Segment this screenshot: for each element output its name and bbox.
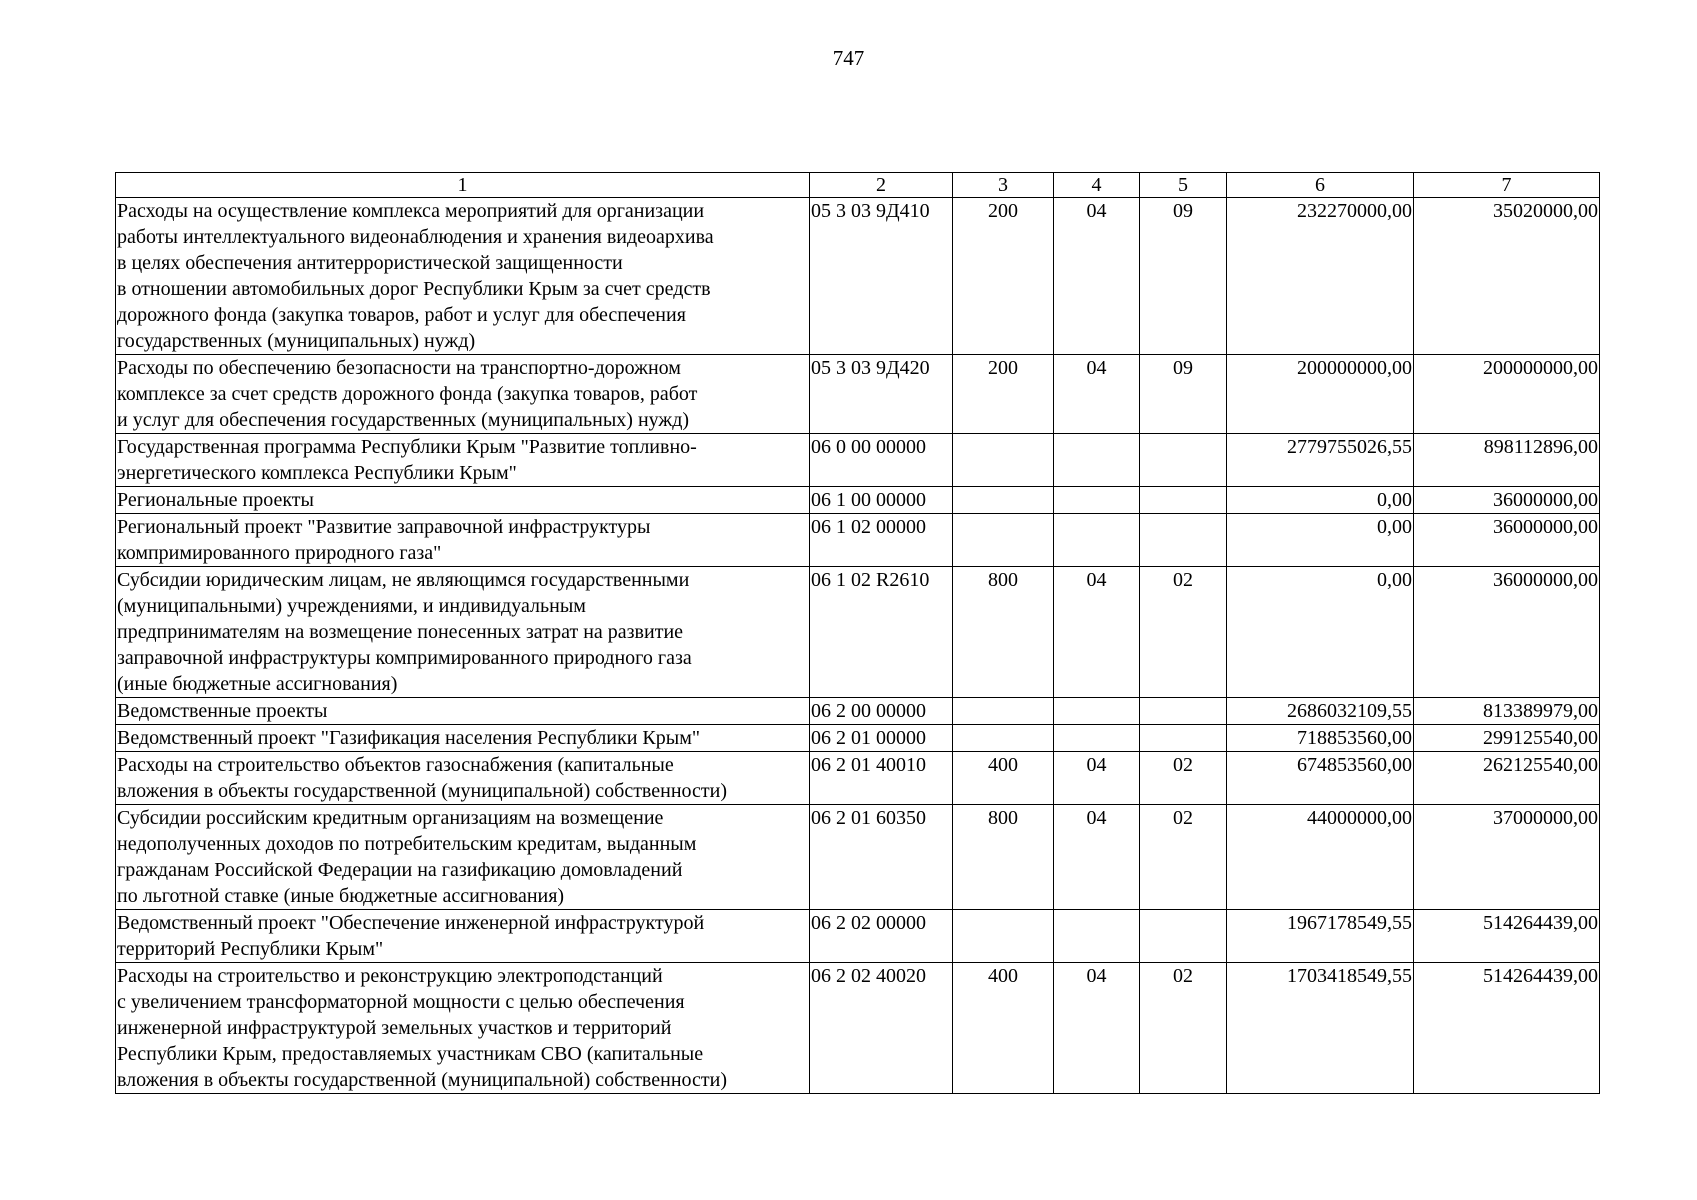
expense-description: Субсидии российским кредитным организациям на возмещение недополученных доходов по потребительским кредитам, выданным гражданам Российской Федерации на газификацию домовладений по льготной ставке (иные бюджетные ассигнования) — [116, 805, 810, 910]
section-code — [1054, 698, 1140, 725]
section-code: 04 — [1054, 198, 1140, 355]
table-header-row — [116, 173, 1600, 198]
column-header: 2 — [810, 173, 953, 198]
section-code — [1054, 434, 1140, 487]
section-code: 04 — [1054, 752, 1140, 805]
amount-col-7: 36000000,00 — [1414, 487, 1600, 514]
subsection-code: 02 — [1140, 963, 1227, 1094]
table-row — [116, 963, 1600, 1094]
subsection-code: 02 — [1140, 805, 1227, 910]
amount-col-6: 232270000,00 — [1227, 198, 1414, 355]
subsection-code — [1140, 487, 1227, 514]
section-code: 04 — [1054, 567, 1140, 698]
amount-col-7: 200000000,00 — [1414, 355, 1600, 434]
expense-type-code — [953, 910, 1054, 963]
subsection-code — [1140, 434, 1227, 487]
amount-col-6: 674853560,00 — [1227, 752, 1414, 805]
subsection-code: 02 — [1140, 567, 1227, 698]
column-header: 3 — [953, 173, 1054, 198]
classification-code: 05 3 03 9Д420 — [810, 355, 953, 434]
table-row — [116, 514, 1600, 567]
expense-description: Ведомственные проекты — [116, 698, 810, 725]
table-row — [116, 567, 1600, 698]
expense-type-code — [953, 725, 1054, 752]
subsection-code — [1140, 514, 1227, 567]
page-number: 747 — [832, 46, 865, 70]
classification-code: 06 2 00 00000 — [810, 698, 953, 725]
amount-col-7: 35020000,00 — [1414, 198, 1600, 355]
classification-code: 06 2 01 60350 — [810, 805, 953, 910]
column-header: 1 — [116, 173, 810, 198]
expense-type-code: 200 — [953, 355, 1054, 434]
classification-code: 06 2 01 40010 — [810, 752, 953, 805]
column-header: 6 — [1227, 173, 1414, 198]
expense-type-code: 800 — [953, 805, 1054, 910]
amount-col-7: 514264439,00 — [1414, 963, 1600, 1094]
amount-col-6: 1703418549,55 — [1227, 963, 1414, 1094]
subsection-code: 02 — [1140, 752, 1227, 805]
classification-code: 06 2 01 00000 — [810, 725, 953, 752]
amount-col-7: 299125540,00 — [1414, 725, 1600, 752]
amount-col-6: 44000000,00 — [1227, 805, 1414, 910]
section-code — [1054, 514, 1140, 567]
amount-col-7: 514264439,00 — [1414, 910, 1600, 963]
amount-col-6: 718853560,00 — [1227, 725, 1414, 752]
expense-description: Региональные проекты — [116, 487, 810, 514]
section-code: 04 — [1054, 355, 1140, 434]
amount-col-6: 2686032109,55 — [1227, 698, 1414, 725]
table-row — [116, 198, 1600, 355]
section-code — [1054, 910, 1140, 963]
expense-description: Государственная программа Республики Крым "Развитие топливно- энергетического комплекса Республики Крым" — [116, 434, 810, 487]
amount-col-7: 898112896,00 — [1414, 434, 1600, 487]
amount-col-6: 1967178549,55 — [1227, 910, 1414, 963]
table-row — [116, 698, 1600, 725]
classification-code: 06 1 02 R2610 — [810, 567, 953, 698]
table-row — [116, 910, 1600, 963]
amount-col-6: 0,00 — [1227, 487, 1414, 514]
subsection-code: 09 — [1140, 355, 1227, 434]
section-code: 04 — [1054, 805, 1140, 910]
amount-col-7: 813389979,00 — [1414, 698, 1600, 725]
amount-col-6: 200000000,00 — [1227, 355, 1414, 434]
expense-type-code — [953, 434, 1054, 487]
section-code — [1054, 725, 1140, 752]
table-row — [116, 355, 1600, 434]
subsection-code — [1140, 698, 1227, 725]
table-row — [116, 487, 1600, 514]
table-row — [116, 725, 1600, 752]
amount-col-6: 2779755026,55 — [1227, 434, 1414, 487]
subsection-code — [1140, 910, 1227, 963]
column-header: 5 — [1140, 173, 1227, 198]
table-row — [116, 434, 1600, 487]
expense-description: Расходы на осуществление комплекса мероприятий для организации работы интеллектуального видеонаблюдения и хранения видеоархива в целях обеспечения антитеррористической защищенности в отношении автомобильных дорог Республики Крым за счет средств дорожного фонда (закупка товаров, работ и услуг для обеспечения государственных (муниципальных) нужд) — [116, 198, 810, 355]
expense-type-code: 400 — [953, 752, 1054, 805]
amount-col-6: 0,00 — [1227, 567, 1414, 698]
amount-col-7: 37000000,00 — [1414, 805, 1600, 910]
amount-col-7: 262125540,00 — [1414, 752, 1600, 805]
table-row — [116, 752, 1600, 805]
amount-col-7: 36000000,00 — [1414, 514, 1600, 567]
classification-code: 06 1 02 00000 — [810, 514, 953, 567]
section-code: 04 — [1054, 963, 1140, 1094]
classification-code: 06 2 02 00000 — [810, 910, 953, 963]
column-header: 7 — [1414, 173, 1600, 198]
expense-description: Региональный проект "Развитие заправочной инфраструктуры компримированного природного газа" — [116, 514, 810, 567]
expense-type-code: 200 — [953, 198, 1054, 355]
expense-description: Ведомственный проект "Обеспечение инженерной инфраструктурой территорий Республики Крым" — [116, 910, 810, 963]
amount-col-6: 0,00 — [1227, 514, 1414, 567]
expense-description: Расходы на строительство объектов газоснабжения (капитальные вложения в объекты государственной (муниципальной) собственности) — [116, 752, 810, 805]
amount-col-7: 36000000,00 — [1414, 567, 1600, 698]
expense-type-code: 400 — [953, 963, 1054, 1094]
expense-description: Субсидии юридическим лицам, не являющимся государственными (муниципальными) учреждениями, и индивидуальным предпринимателям на возмещение понесенных затрат на развитие заправочной инфраструктуры компримированного природного газа (иные бюджетные ассигнования) — [116, 567, 810, 698]
section-code — [1054, 487, 1140, 514]
classification-code: 06 1 00 00000 — [810, 487, 953, 514]
subsection-code: 09 — [1140, 198, 1227, 355]
classification-code: 06 2 02 40020 — [810, 963, 953, 1094]
expense-description: Ведомственный проект "Газификация населения Республики Крым" — [116, 725, 810, 752]
classification-code: 06 0 00 00000 — [810, 434, 953, 487]
expense-description: Расходы на строительство и реконструкцию электроподстанций с увеличением трансформаторной мощности с целью обеспечения инженерной инфраструктурой земельных участков и территорий Республики Крым, предоставляемых участникам СВО (капитальные вложения в объекты государственной (муниципальной) собственности) — [116, 963, 810, 1094]
subsection-code — [1140, 725, 1227, 752]
expense-type-code: 800 — [953, 567, 1054, 698]
classification-code: 05 3 03 9Д410 — [810, 198, 953, 355]
expense-description: Расходы по обеспечению безопасности на транспортно-дорожном комплексе за счет средств дорожного фонда (закупка товаров, работ и услуг для обеспечения государственных (муниципальных) нужд) — [116, 355, 810, 434]
expense-type-code — [953, 487, 1054, 514]
expense-type-code — [953, 698, 1054, 725]
budget-table — [115, 172, 1600, 1094]
table-row — [116, 805, 1600, 910]
column-header: 4 — [1054, 173, 1140, 198]
expense-type-code — [953, 514, 1054, 567]
